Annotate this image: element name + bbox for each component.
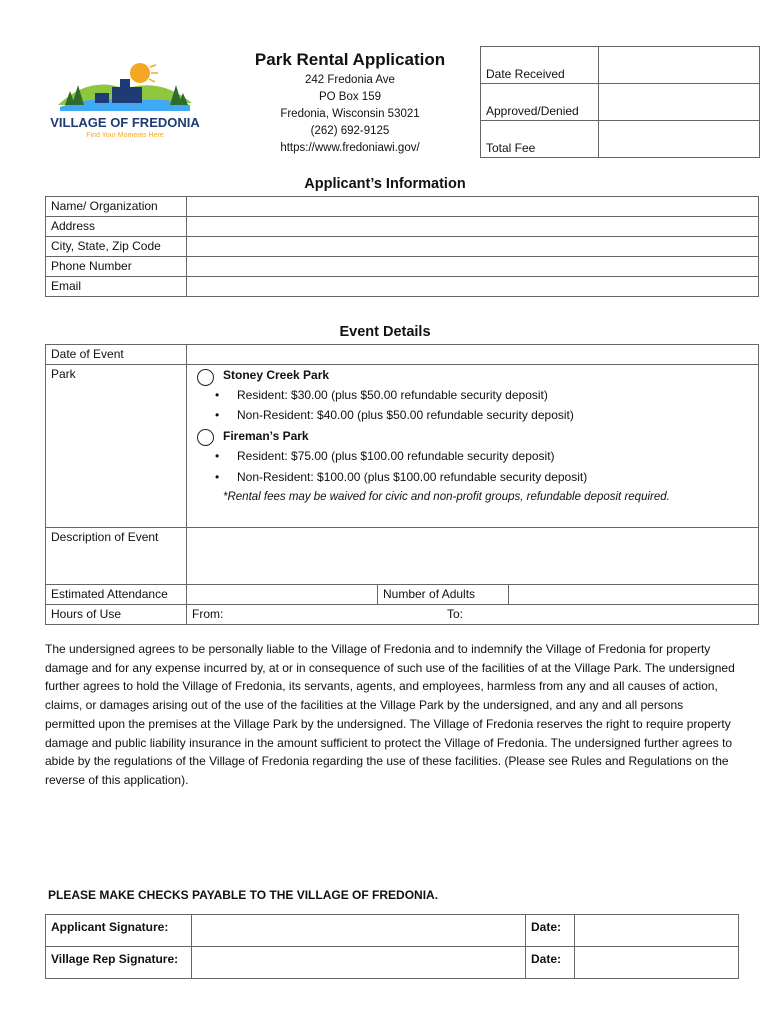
signature-table xyxy=(45,914,739,979)
adults-label: Number of Adults xyxy=(378,585,509,605)
total-fee-field[interactable] xyxy=(599,121,760,158)
from-label: From: xyxy=(192,607,224,621)
checks-payable-note: PLEASE MAKE CHECKS PAYABLE TO THE VILLAGE OF FREDONIA. xyxy=(48,888,439,902)
stoney-creek-radio[interactable] xyxy=(197,369,214,386)
firemans-park-title: Fireman’s Park xyxy=(223,429,309,443)
attendance-field[interactable] xyxy=(187,585,378,605)
fee-note: *Rental fees may be waived for civic and non-profit groups, refundable deposit required. xyxy=(223,491,670,503)
email-label: Email xyxy=(46,277,187,297)
village-logo xyxy=(50,55,200,145)
applicant-signature-field[interactable] xyxy=(192,915,526,947)
approved-denied-field[interactable] xyxy=(599,84,760,121)
address-phone: (262) 692-9125 xyxy=(310,125,390,137)
fee-item: • Resident: $30.00 (plus $50.00 refundable security deposit) xyxy=(215,388,548,402)
address-street: 242 Fredonia Ave xyxy=(305,74,395,86)
attendance-label: Estimated Attendance xyxy=(46,585,187,605)
applicant-table xyxy=(45,196,759,297)
address-label: Address xyxy=(46,217,187,237)
logo-tagline: Find Your Moments Here xyxy=(86,132,164,139)
date-of-event-label: Date of Event xyxy=(46,345,187,365)
logo-name: VILLAGE OF FREDONIA xyxy=(50,115,200,130)
total-fee-label: Total Fee xyxy=(481,121,599,158)
event-heading: Event Details xyxy=(339,324,431,340)
firemans-park-radio[interactable] xyxy=(197,429,214,446)
stoney-creek-title: Stoney Creek Park xyxy=(223,368,330,382)
hours-field[interactable] xyxy=(187,605,759,625)
applicant-date-field[interactable] xyxy=(575,915,739,947)
fee-item: • Resident: $75.00 (plus $100.00 refundable security deposit) xyxy=(215,449,555,463)
adults-field[interactable] xyxy=(509,585,759,605)
hours-label: Hours of Use xyxy=(46,605,187,625)
park-options xyxy=(187,365,758,527)
event-table xyxy=(45,344,759,625)
name-label: Name/ Organization xyxy=(46,197,187,217)
applicant-date-label: Date: xyxy=(526,915,575,947)
applicant-signature-label: Applicant Signature: xyxy=(46,915,192,947)
address-city: Fredonia, Wisconsin 53021 xyxy=(280,108,420,120)
village-rep-date-label: Date: xyxy=(526,947,575,979)
village-address xyxy=(250,72,450,157)
description-field[interactable] xyxy=(187,528,759,585)
address-po-box: PO Box 159 xyxy=(318,91,381,103)
approved-denied-label: Approved/Denied xyxy=(481,84,599,121)
park-label: Park xyxy=(46,365,187,528)
address-field[interactable] xyxy=(187,217,759,237)
description-label: Description of Event xyxy=(46,528,187,585)
city-state-zip-field[interactable] xyxy=(187,237,759,257)
email-field[interactable] xyxy=(187,277,759,297)
liability-agreement: The undersigned agrees to be personally liable to the Village of Fredonia and to indemnify the Village of Fredonia for property damage and for any expense incurred by, at or in consequence of such use of the facilities of at the Village Park. The undersigned further agrees to hold the Village of Fredonia, its servants, agents, and employees, harmless from any and all causes of action, claims, or damages arising out of the use of the facilities at the Village Park by the undersigned, and any and all persons permitted upon the premises at the Village Park by the undersigned. The Village of Fredonia reserves the right to require property damage and public liability insurance in the amount sufficient to protect the Village of Fredonia. The undersigned further agrees to abide by the regulations of the Village of Fredonia regarding the use of these facilities. (Please see Rules and Regulations on the reverse of this application). xyxy=(45,642,735,787)
village-rep-signature-field[interactable] xyxy=(192,947,526,979)
office-use-table xyxy=(480,46,760,158)
fee-item: • Non-Resident: $40.00 (plus $50.00 refundable security deposit) xyxy=(215,408,574,422)
name-field[interactable] xyxy=(187,197,759,217)
fee-item: • Non-Resident: $100.00 (plus $100.00 refundable security deposit) xyxy=(215,470,588,484)
date-received-label: Date Received xyxy=(481,47,599,84)
village-rep-date-field[interactable] xyxy=(575,947,739,979)
applicant-heading: Applicant’s Information xyxy=(304,176,466,192)
phone-field[interactable] xyxy=(187,257,759,277)
village-rep-signature-label: Village Rep Signature: xyxy=(46,947,192,979)
date-of-event-field[interactable] xyxy=(187,345,759,365)
phone-label: Phone Number xyxy=(46,257,187,277)
city-state-zip-label: City, State, Zip Code xyxy=(46,237,187,257)
address-website: https://www.fredoniawi.gov/ xyxy=(280,142,420,154)
date-received-field[interactable] xyxy=(599,47,760,84)
to-label: To: xyxy=(447,607,464,621)
form-title: Park Rental Application xyxy=(254,50,446,69)
